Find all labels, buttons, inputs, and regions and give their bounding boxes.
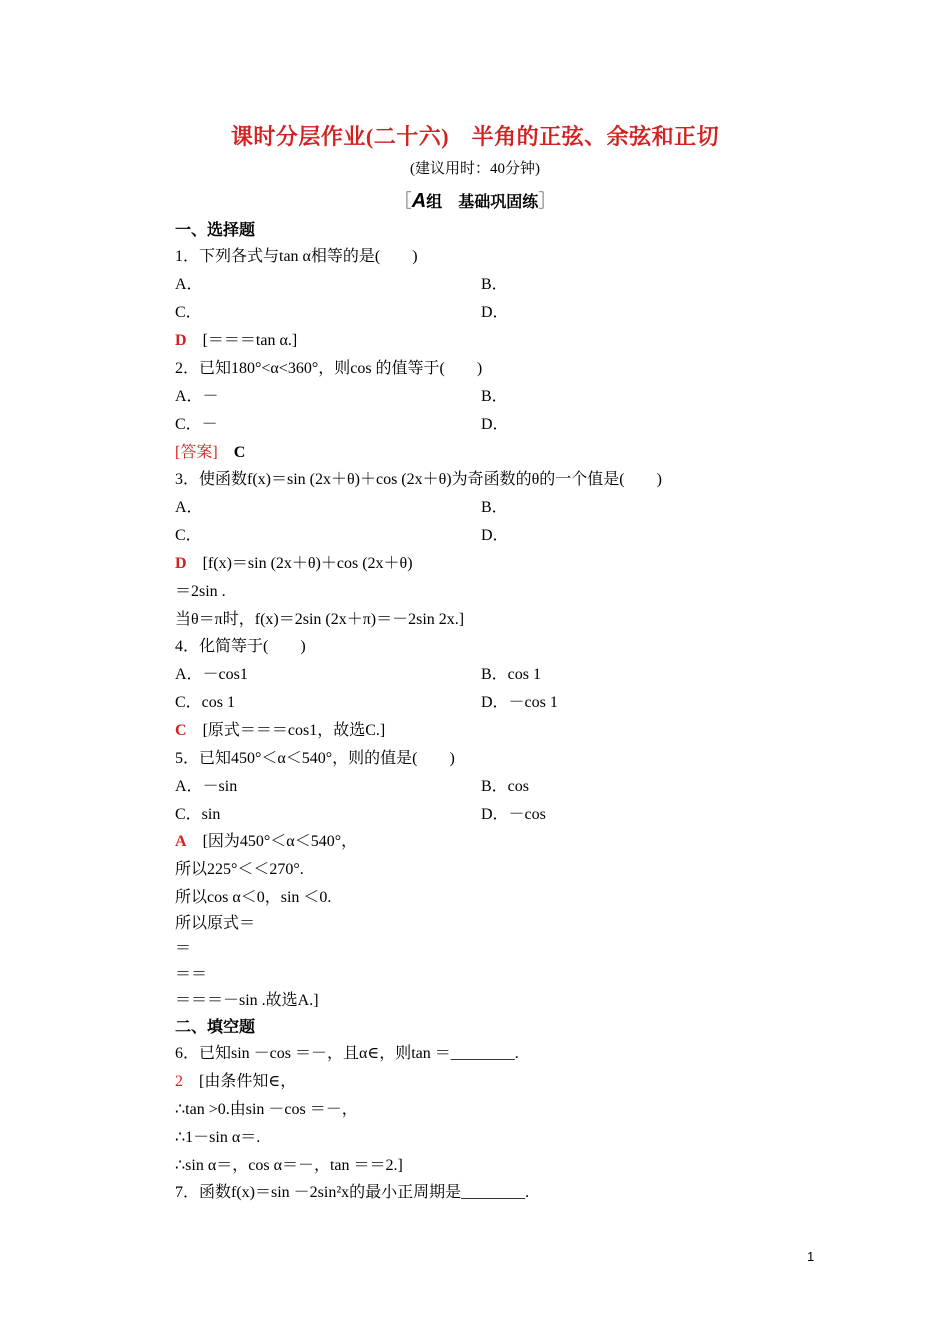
question-6-answer-line-3: ∴1－sin α＝. <box>175 1129 261 1146</box>
answer-explanation: [因为450°＜α＜540°， <box>202 833 358 850</box>
question-5-answer-line-4: 所以原式＝ <box>175 915 256 932</box>
section-heading-fill: 二、填空题 <box>175 1019 256 1036</box>
question-5-answer <box>175 832 357 852</box>
answer-value: C <box>233 444 246 461</box>
group-heading <box>0 187 950 213</box>
question-5-answer-line-5: ＝ <box>175 940 192 957</box>
answer-tag: [答案] <box>175 444 218 461</box>
question-3-answer-line-2: ＝2sin . <box>175 583 226 600</box>
question-1-option-a: A． <box>175 276 203 293</box>
page-number: 1 <box>807 1249 815 1264</box>
answer-key: C <box>175 722 187 739</box>
answer-key: A <box>175 833 187 850</box>
page-title: 课时分层作业(二十六) 半角的正弦、余弦和正切 <box>230 124 720 149</box>
answer-explanation: [由条件知∈， <box>199 1073 297 1090</box>
question-4-option-d: D．－cos 1 <box>481 694 558 711</box>
question-5-stem: 5．已知450°＜α＜540°，则的值是( ) <box>175 750 455 767</box>
question-1-answer <box>175 331 297 351</box>
question-2-option-b: B． <box>481 388 508 405</box>
question-3-answer <box>175 554 413 574</box>
question-4-stem: 4．化简等于( ) <box>175 638 306 655</box>
group-bracket-open: ［ <box>393 191 412 211</box>
question-3-option-b: B． <box>481 499 508 516</box>
question-4-option-b: B．cos 1 <box>481 666 542 683</box>
question-2-answer <box>175 443 245 463</box>
answer-explanation: [＝＝＝tan α.] <box>202 332 298 349</box>
question-4-option-a: A．－cos1 <box>175 666 248 683</box>
question-2-stem: 2．已知180°<α<360°，则cos 的值等于( ) <box>175 360 483 377</box>
question-3-option-a: A． <box>175 499 203 516</box>
question-6-answer-line-2: ∴tan >0.由sin －cos ＝－， <box>175 1101 358 1118</box>
answer-key: 2 <box>175 1073 183 1090</box>
question-6-answer-line-4: ∴sin α＝，cos α＝－，tan ＝＝2.] <box>175 1157 403 1174</box>
question-2-option-c: C．－ <box>175 416 218 433</box>
question-5-option-d: D．－cos <box>481 806 546 823</box>
question-5-answer-line-2: 所以225°＜＜270°. <box>175 861 304 878</box>
answer-explanation: [原式＝＝＝cos1，故选C.] <box>202 722 386 739</box>
suggested-time: (建议用时：40分钟) <box>410 161 540 177</box>
section-heading-choice: 一、选择题 <box>175 222 256 239</box>
question-5-option-a: A．－sin <box>175 778 238 795</box>
question-4-answer <box>175 721 385 741</box>
question-4-option-c: C．cos 1 <box>175 694 236 711</box>
question-2-option-d: D． <box>481 416 509 433</box>
question-5-option-b: B．cos <box>481 778 530 795</box>
group-letter: A <box>411 190 427 212</box>
question-3-option-c: C． <box>175 527 202 544</box>
question-3-answer-line-3: 当θ＝π时，f(x)＝2sin (2x＋π)＝－2sin 2x.] <box>175 611 465 628</box>
question-3-option-d: D． <box>481 527 509 544</box>
question-7-stem: 7．函数f(x)＝sin －2sin²x的最小正周期是________. <box>175 1184 530 1201</box>
question-1-option-d: D． <box>481 304 509 321</box>
group-label: 组 基础巩固练 <box>426 194 539 211</box>
question-5-answer-line-3: 所以cos α＜0，sin ＜0. <box>175 889 332 906</box>
question-6-stem: 6．已知sin －cos ＝－，且α∈，则tan ＝________. <box>175 1045 519 1062</box>
question-3-stem: 3．使函数f(x)＝sin (2x＋θ)＋cos (2x＋θ)为奇函数的θ的一个值是( ) <box>175 471 662 488</box>
question-5-option-c: C．sin <box>175 806 221 823</box>
question-2-option-a: A．－ <box>175 388 219 405</box>
answer-key: D <box>175 555 187 572</box>
question-1-option-c: C． <box>175 304 202 321</box>
question-5-answer-line-7: ＝＝＝－sin .故选A.] <box>175 992 319 1009</box>
question-6-answer <box>175 1072 296 1092</box>
question-1-option-b: B． <box>481 276 508 293</box>
question-1-stem: 1．下列各式与tan α相等的是( ) <box>175 248 418 265</box>
answer-key: D <box>175 332 187 349</box>
question-5-answer-line-6: ＝＝ <box>175 966 208 983</box>
group-bracket-close: ］ <box>538 191 557 211</box>
answer-explanation: [f(x)＝sin (2x＋θ)＋cos (2x＋θ) <box>202 555 413 572</box>
